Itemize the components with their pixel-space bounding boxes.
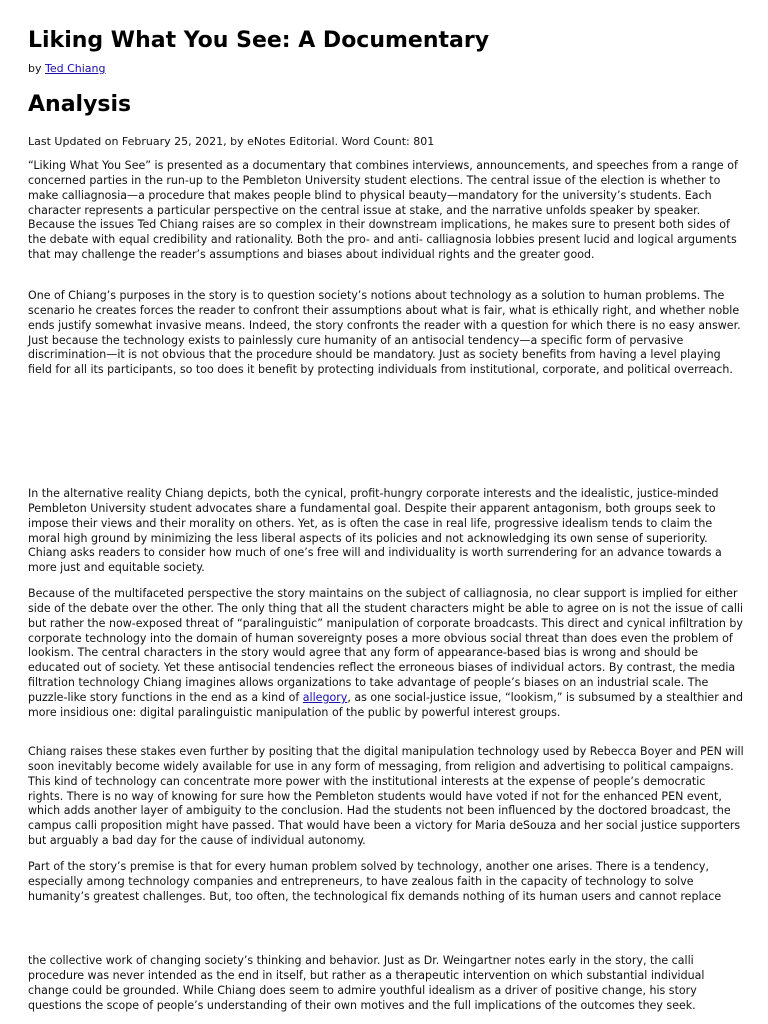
paragraph-2: One of Chiang’s purposes in the story is to question society’s notions about technology as a solution to human problems. The scenario he creates forces the reader to confront their assumptions about what is fair, what is ethically right, and whether noble ends justify somewhat invasive means. Indeed, the story confronts the reader with a question for which there is no easy answer. Just because the technology exists to painlessly cure humanity of an antisocial tendency—a specific form of pervasive discrimination—it is not obvious that the procedure should be mandatory. Just as society benefits from having a level playing field for all its participants, so too does it benefit by protecting individuals from institutional, corporate, and political overreach. xyxy=(28,289,741,377)
allegory-link[interactable]: allegory xyxy=(302,690,348,704)
paragraph-5: Chiang raises these stakes even further by positing that the digital manipulation technology used by Rebecca Boyer and PEN will soon inevitably become widely available for use in any form of messaging, from religion and advertising to political campaigns. This kind of technology can concentrate more power with the institutional interests at the expense of people’s democratic rights. There is no way of knowing for sure how the Pembleton students would have voted if not for the enhanced PEN event, which adds another layer of ambiguity to the conclusion. Had the students not been influenced by the doctored broadcast, the campus calli proposition might have passed. That would have been a victory for Maria deSouza and her social justice supporters but arguably a bad day for the cause of individual autonomy. xyxy=(28,745,744,848)
update-meta: Last Updated on February 25, 2021, by eNotes Editorial. Word Count: 801 xyxy=(28,135,435,148)
paragraph-4-text-a: Because of the multifaceted perspective the story maintains on the subject of calliagnosia, no clear support is implied for either side of the debate over the other. The only thing that all the student characters might be able to agree on is not the issue of calli but rather the now-exposed threat of “paralinguistic” manipulation of corporate broadcasts. This direct and cynical infiltration by corporate technology into the domain of human sovereignty poses a more obvious social threat than does even the problem of lookism. The central characters in the story would agree that any form of appearance-based bias is wrong and should be educated out of society. Yet these antisocial tendencies reflect the erroneous biases of individual actors. By contrast, the media filtration technology Chiang imagines allows organizations to take advantage of people’s biases on an industrial scale. The puzzle-like story functions in the end as a kind of xyxy=(28,587,744,704)
paragraph-4 xyxy=(28,587,744,721)
paragraph-3: In the alternative reality Chiang depicts, both the cynical, profit-hungry corporate interests and the idealistic, justice-minded Pembleton University student advocates share a fundamental goal. Despite their apparent antagonism, both groups seek to impose their views and their morality on others. Yet, as is often the case in real life, progressive idealism tends to claim the moral high ground by minimizing the less liberal aspects of its policies and not acknowledging its own sense of superiority. Chiang asks readers to consider how much of one’s free will and individuality is worth surrendering for an advance towards a more just and equitable society. xyxy=(28,487,722,575)
paragraph-4-text-b: , as one social-justice issue, “lookism,” is subsumed by a stealthier and more insidious one: digital paralinguistic manipulation of the public by powerful interest groups. xyxy=(28,690,744,719)
document-title: Liking What You See: A Documentary xyxy=(28,28,490,53)
byline-prefix: by xyxy=(28,62,42,75)
paragraph-6: Part of the story’s premise is that for every human problem solved by technology, another one arises. There is a tendency, especially among technology companies and entrepreneurs, to have zealous faith in the capacity of technology to solve humanity’s greatest challenges. But, too often, the technological fix demands nothing of its human users and cannot replace xyxy=(28,860,722,903)
paragraph-1: “Liking What You See” is presented as a documentary that combines interviews, announcements, and speeches from a range of concerned parties in the run-up to the Pembleton University student elections. The central issue of the election is whether to make calliagnosia—a procedure that makes people blind to physical beauty—mandatory for the university’s students. Each character represents a particular perspective on the central issue at stake, and the narrative unfolds speaker by speaker. Because the issues Ted Chiang raises are so complex in their downstream implications, he makes sure to present both sides of the debate with equal credibility and rationality. Both the pro- and anti- calliagnosia lobbies present lucid and logical arguments that may challenge the reader’s assumptions and biases about individual rights and the greater good. xyxy=(28,159,738,262)
paragraph-7: the collective work of changing society’s thinking and behavior. Just as Dr. Weingartner notes early in the story, the calli procedure was never intended as the end in itself, but rather as a therapeutic intervention on which substantial individual change could be grounded. While Chiang does seem to admire youthful idealism as a driver of positive change, his story questions the scope of people’s understanding of their own motives and the full implications of the outcomes they seek. xyxy=(28,954,705,1012)
author-link[interactable]: Ted Chiang xyxy=(45,62,106,75)
section-heading: Analysis xyxy=(28,92,132,117)
byline xyxy=(28,62,106,76)
